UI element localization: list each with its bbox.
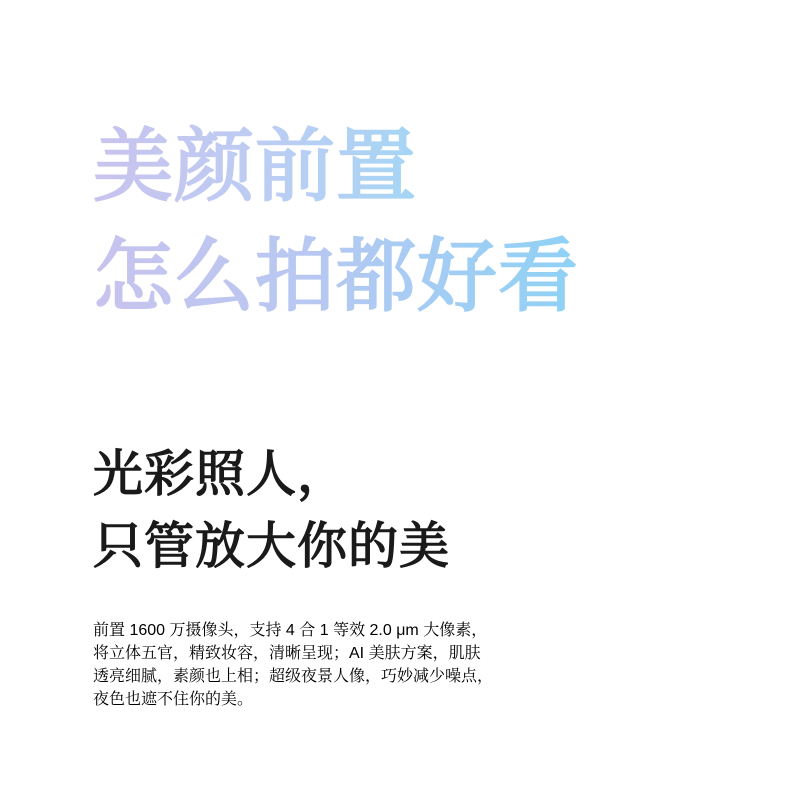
body-line: 前置 1600 万摄像头，支持 4 合 1 等效 2.0 μm 大像素， (93, 622, 488, 639)
section-heading-line2: 只管放大你的美 (93, 518, 450, 574)
hero-title-line2: 怎么拍都好看 (93, 222, 579, 332)
hero-title (93, 112, 750, 332)
hero-title-line1: 美颜前置 (93, 112, 417, 222)
section-heading-line1: 光彩照人， (93, 446, 348, 502)
section-heading (93, 438, 750, 582)
body-line: 将立体五官，精致妆容，清晰呈现；AI 美肤方案，肌肤 (93, 645, 481, 662)
body-line: 夜色也遮不住你的美。 (93, 691, 254, 708)
body-line: 透亮细腻，素颜也上相；超级夜景人像，巧妙减少噪点， (93, 668, 494, 685)
